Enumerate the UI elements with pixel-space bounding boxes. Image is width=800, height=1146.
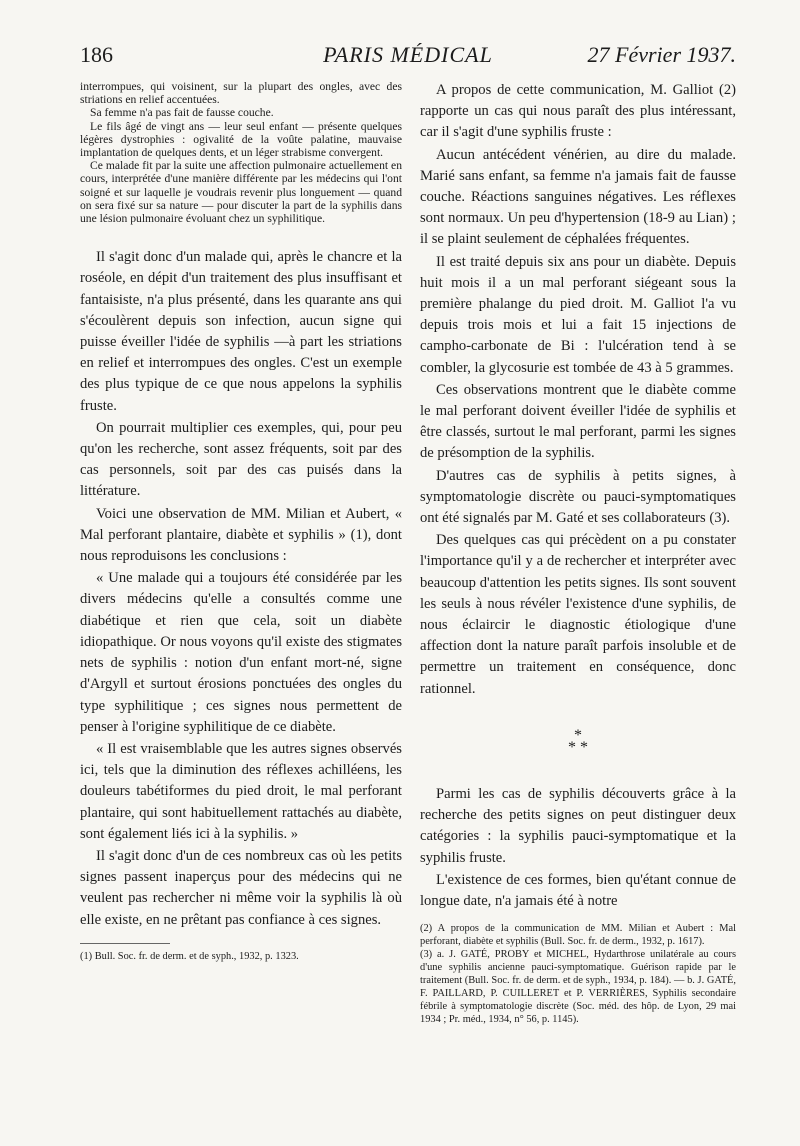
journal-title: PARIS MÉDICAL (323, 42, 493, 67)
right-body-text (420, 80, 736, 700)
small-paragraph: interrompues, qui voisinent, sur la plupart des ongles, avec des striations en relief accentuées. (80, 80, 402, 107)
small-paragraph: Ce malade fit par la suite une affection pulmonaire actuellement en cours, interprétée d'une manière différente par les médecins qui l'ont soigné et sur laquelle je voudrais revenir plus longuement — quand on sera fixé sur sa nature — pour discuter la part de la syphilis dans une lésion pulmonaire évoluant chez un syphilitique. (80, 159, 402, 226)
right-footnotes (420, 922, 736, 1026)
left-footnotes (80, 950, 402, 963)
small-paragraph: Le fils âgé de vingt ans — leur seul enfant — présente quelques légères dystrophies : ogivalité de la voûte palatine, mauvaise implantation de quelques dents, et un léger strabisme convergent. (80, 119, 402, 160)
body-paragraph: Voici une observation de MM. Milian et Aubert, « Mal perforant plantaire, diabète et syphilis » (1), dont nous reproduisons les conclusions : (80, 505, 402, 565)
left-body-text (80, 247, 402, 931)
body-paragraph: Parmi les cas de syphilis découverts grâce à la recherche des petits signes on peut distinguer deux catégories : la syphilis pauci-symptomatique et la syphilis fruste. (420, 785, 736, 866)
right-column (420, 80, 736, 1026)
body-paragraph: Il s'agit donc d'un malade qui, après le chancre et la roséole, en dépit d'un traitement des plus insuffisant et fantaisiste, n'a plus présenté, dans les quarante ans qui s'écoulèrent depuis son infection, aucun signe qui puisse éveiller l'idée de syphilis —à part les striations en relief et interrompues des ongles. C'est un exemple des plus typique de ce que nous appelons la syphilis fruste. (80, 249, 402, 414)
small-paragraph: Sa femme n'a pas fait de fausse couche. (90, 106, 274, 120)
case-note-block (80, 80, 402, 225)
body-paragraph: D'autres cas de syphilis à petits signes, à symptomatologie discrète ou pauci-symptomatiques ont été signalés par M. Gaté et ses collaborateurs (3). (420, 467, 736, 527)
footnote: (1) Bull. Soc. fr. de derm. et de syph., 1932, p. 1323. (80, 950, 299, 962)
footnote: (3) a. J. GATÉ, PROBY et MICHEL, Hydarthrose unilatérale au cours d'une syphilis ancienne pauci-symptomatique. Guérison rapide par le traitement (Bull. Soc. fr. de derm. et de syph., 1934, p. 184). — b. J. GATÉ, F. PAILLARD, P. CUILLERET et P. VERRIÈRES, Syphilis secondaire fébrile à symptomatologie discrète (Soc. méd. des hôp. de Lyon, 29 mai 1934 ; Pr. méd., 1934, n° 56, p. 1145). (420, 949, 736, 1026)
body-paragraph: L'existence de ces formes, bien qu'étant connue de longue date, n'a jamais été à notre (420, 871, 736, 909)
left-column (80, 80, 402, 963)
body-paragraph: Ces observations montrent que le diabète comme le mal perforant doivent éveiller l'idée de syphilis et être classés, surtout le mal perforant, parmi les signes de présomption de la syphilis. (420, 381, 736, 462)
body-paragraph: Il s'agit donc d'un de ces nombreux cas où les petits signes passent inaperçus pour des médecins qui ne veulent pas rechercher ni même voir la syphilis là où elle existe, en ne prêtant pas confiance à ces signes. (80, 847, 402, 928)
body-paragraph: Il est traité depuis six ans pour un diabète. Depuis huit mois il a un mal perforant siégeant sous la première phalange du pied droit. M. Galliot l'a vu depuis trois mois et lui a fait 15 injections de campho-carbonate de Bi : l'ulcération tend à se combler, la glycosurie est tombée de 43 à 5 grammes. (420, 253, 736, 376)
right-body-text-continued (420, 784, 736, 912)
section-separator-asterism: * * * (568, 726, 588, 756)
body-paragraph: Aucun antécédent vénérien, au dire du malade. Marié sans enfant, sa femme n'a jamais fait de fausse couche. Réactions sanguines négatives. Les réflexes sont normaux. Un peu d'hypertension (18-9 au Lian) ; il se plaint seulement de céphalées fréquentes. (420, 146, 736, 248)
body-paragraph: « Il est vraisemblable que les autres signes observés ici, tels que la diminution des réflexes achilléens, les douleurs tabétiformes du pied droit, le mal perforant plantaire, qui sont habituellement rattachés au diabète, sont également liés ici à la syphilis. » (80, 740, 402, 842)
footnote: (2) A propos de la communication de MM. Milian et Aubert : Mal perforant, diabète et syphilis (Bull. Soc. fr. de derm., 1932, p. 1617). (420, 923, 736, 948)
body-paragraph: « Une malade qui a toujours été considérée par les divers médecins qu'elle a consultés comme une diabétique et rien que cela, soit un diabète idiopathique. Or nous voyons qu'il existe des stigmates nets de syphilis : notion d'un enfant mort-né, signe d'Argyll et surtout érosions ponctuées des ongles du type syphilitique ; ces signes nous permettent de penser à l'origine syphilitique de ce diabète. (80, 570, 402, 735)
body-paragraph: Des quelques cas qui précèdent on a pu constater l'importance qu'il y a de rechercher et interpréter avec beaucoup d'attention les petits signes. Ils sont souvent les seuls à nous révéler l'existence d'une syphilis, de nous éclaircir le diagnostic étiologique d'une affection dont la nature paraît parfois insoluble et de permettre un traitement en conséquence, donc rationnel. (420, 532, 736, 697)
page-header (80, 42, 736, 70)
body-paragraph: A propos de cette communication, M. Galliot (2) rapporte un cas qui nous paraît des plus intéressant, car il s'agit d'une syphilis fruste : (420, 82, 736, 141)
body-paragraph: On pourrait multiplier ces exemples, qui, pour peu qu'on les recherche, sont assez fréquents, soit par des cas personnels, soit par des cas puisés dans la littérature. (80, 419, 402, 500)
footnote-divider (80, 943, 170, 944)
page-number: 186 (80, 42, 113, 67)
issue-date: 27 Février 1937. (587, 42, 736, 67)
